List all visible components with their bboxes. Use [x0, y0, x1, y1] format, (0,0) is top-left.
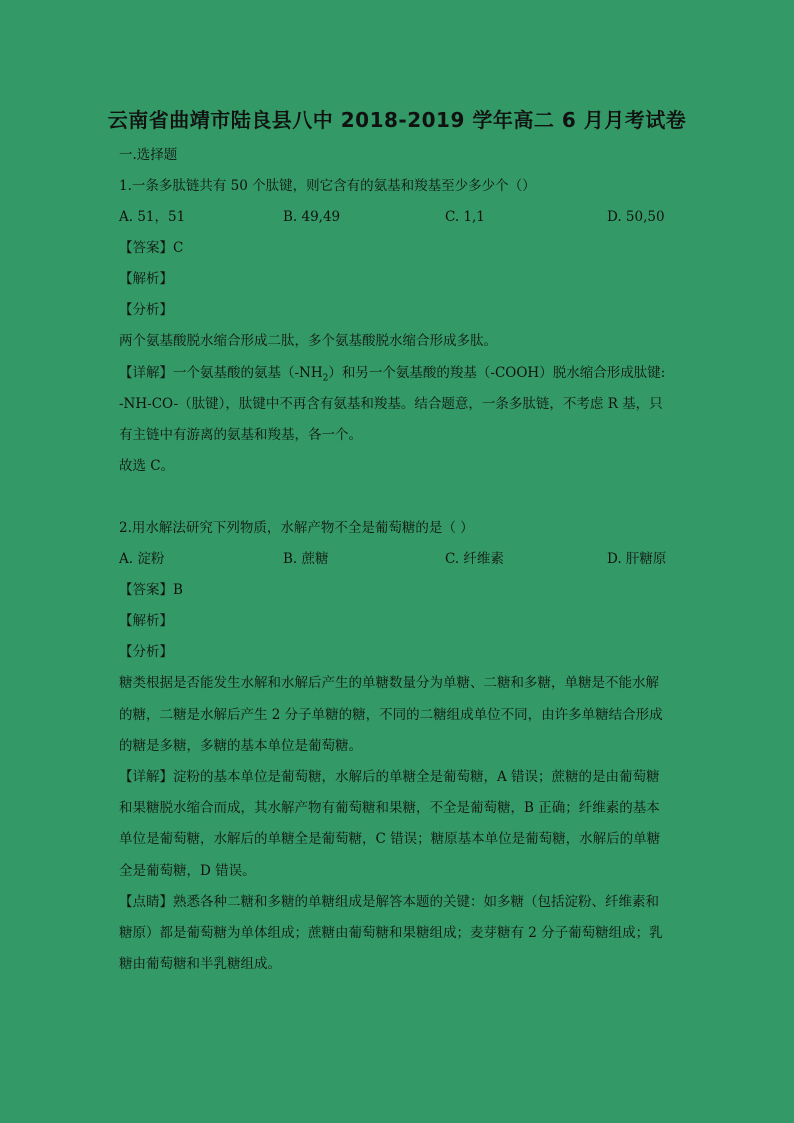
q2-analysis-line-1: 糖类根据是否能发生水解和水解后产生的单糖数量分为单糖、二糖和多糖，单糖是不能水解 [119, 675, 659, 691]
q2-analysis-line-3: 的糖是多糖，多糖的基本单位是葡萄糖。 [119, 738, 362, 754]
q2-detail-line-2: 和果糖脱水缩合而成，其水解产物有葡萄糖和果糖，不全是葡萄糖，B 正确；纤维素的基本 [119, 800, 660, 816]
q2-jiexi-label: 【解析】 [119, 613, 173, 629]
q2-answer: 【答案】B [119, 582, 183, 598]
q1-detail-line-3: 有主链中有游离的氨基和羧基，各一个。 [119, 427, 362, 443]
q2-option-c: C. 纤维素 [445, 551, 504, 567]
q1-option-d: D. 50,50 [607, 209, 665, 225]
q2-tip-line-3: 糖由葡萄糖和半乳糖组成。 [119, 956, 281, 972]
q1-detail-tag: 【详解】 [119, 365, 173, 381]
q1-option-a: A. 51，51 [119, 209, 186, 225]
page-title: 云南省曲靖市陆良县八中 2018-2019 学年高二 6 月月考试卷 [107, 108, 687, 132]
q1-detail-line-1: 【详解】一个氨基酸的氨基$(-NH_2)$和另一个氨基酸的羧基（-COOH）脱水缩合形成肽键: [119, 365, 666, 384]
q1-answer: 【答案】C [119, 240, 184, 256]
q1-detail-line-2: -NH-CO-（肽键），肽键中不再含有氨基和羧基。结合题意，一条多肽链，不考虑 R 基，只 [119, 396, 663, 412]
question-1-stem: 1.一条多肽链共有 50 个肽键，则它含有的氨基和羧基至少多少个（） [119, 178, 536, 194]
q2-detail-line-3: 单位是葡萄糖，水解后的单糖全是葡萄糖，C 错误；糖原基本单位是葡萄糖，水解后的单糖 [119, 831, 661, 847]
q2-tip-line-1: 【点睛】熟悉各种二糖和多糖的单糖组成是解答本题的关键：如多糖（包括淀粉、纤维素和 [119, 894, 659, 910]
q2-tip-line-2: 糖原）都是葡萄糖为单体组成；蔗糖由葡萄糖和果糖组成；麦芽糖有 2 分子葡萄糖组成；乳 [119, 925, 663, 941]
q1-analysis: 两个氨基酸脱水缩合形成二肽，多个氨基酸脱水缩合形成多肽。 [119, 333, 497, 349]
q2-option-b: B. 蔗糖 [283, 551, 329, 567]
q2-detail-line-1: 【详解】淀粉的基本单位是葡萄糖，水解后的单糖全是葡萄糖，A 错误；蔗糖的是由葡萄糖 [119, 769, 660, 785]
q1-option-b: B. 49,49 [283, 209, 341, 225]
section-heading: 一.选择题 [119, 147, 178, 163]
q2-option-a: A. 淀粉 [119, 551, 165, 567]
question-2-stem: 2.用水解法研究下列物质，水解产物不全是葡萄糖的是（ ） [119, 520, 474, 536]
q1-conclusion: 故选 C。 [119, 458, 175, 474]
q1-jiexi-label: 【解析】 [119, 271, 173, 287]
q2-option-d: D. 肝糖原 [607, 551, 667, 567]
q2-detail-line-4: 全是葡萄糖，D 错误。 [119, 863, 256, 879]
q2-fenxi-label: 【分析】 [119, 644, 173, 660]
q2-tip-tag: 【点睛】 [119, 894, 173, 910]
q1-fenxi-label: 【分析】 [119, 302, 173, 318]
q2-analysis-line-2: 的糖，二糖是水解后产生 2 分子单糖的糖，不同的二糖组成单位不同，由许多单糖结合形成 [119, 707, 663, 723]
q2-detail-tag: 【详解】 [119, 769, 173, 785]
q1-option-c: C. 1,1 [445, 209, 485, 225]
